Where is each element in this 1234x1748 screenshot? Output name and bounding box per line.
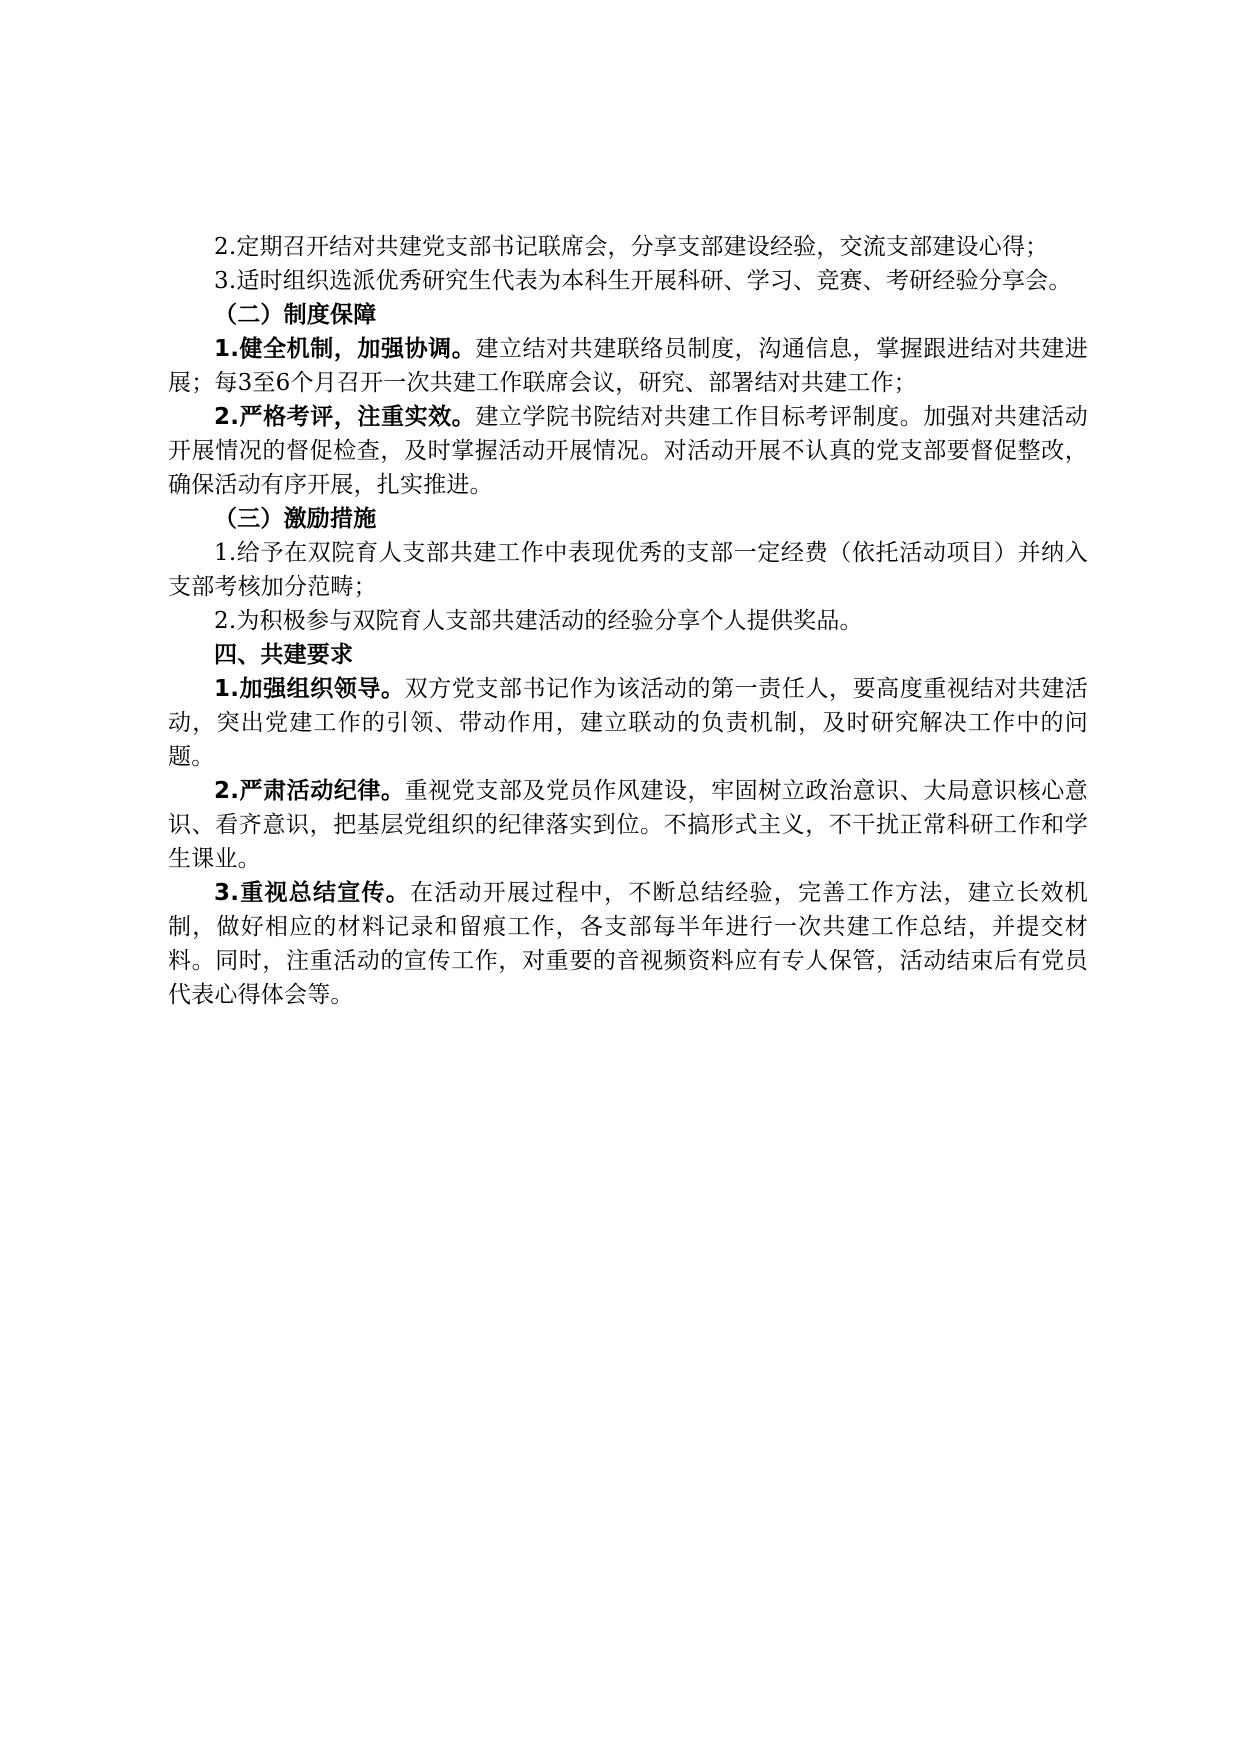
paragraph-funding: 1.给予在双院育人支部共建工作中表现优秀的支部一定经费（依托活动项目）并纳入支部考核加分范畴；	[168, 540, 1088, 600]
document-body	[168, 230, 1088, 1012]
paragraph-prizes: 2.为积极参与双院育人支部共建活动的经验分享个人提供奖品。	[214, 608, 863, 634]
paragraph-lead: 2.严格考评，注重实效。	[214, 404, 476, 430]
paragraph-mechanism	[168, 332, 1088, 400]
paragraph-lead: 2.严肃活动纪律。	[214, 778, 405, 804]
paragraph-lead: 3.重视总结宣传。	[214, 880, 410, 906]
paragraph-lead: 1.健全机制，加强协调。	[214, 336, 476, 362]
section-heading-requirements: 四、共建要求	[214, 642, 354, 668]
section-heading-system: （二）制度保障	[214, 302, 377, 328]
paragraph-lead: 1.加强组织领导。	[214, 676, 405, 702]
paragraph-text: 重视党支部及党员作风建设，牢固树立政治意识、大局意识核心意识、看齐意识，把基层党组织的纪律落实到位。不搞形式主义，不干扰正常科研工作和学生课业。	[168, 778, 1088, 872]
paragraph-text: 在活动开展过程中，不断总结经验，完善工作方法，建立长效机制，做好相应的材料记录和留痕工作，各支部每半年进行一次共建工作总结，并提交材料。同时，注重活动的宣传工作，对重要的音视频资料应有专人保管，活动结束后有党员代表心得体会等。	[168, 880, 1088, 1008]
paragraph-evaluation	[168, 400, 1088, 502]
paragraph-sharing: 3.适时组织选派优秀研究生代表为本科生开展科研、学习、竞赛、考研经验分享会。	[214, 268, 1072, 294]
paragraph-text: 建立结对共建联络员制度，沟通信息，掌握跟进结对共建进展；每3至6个月召开一次共建工作联席会议，研究、部署结对共建工作；	[168, 336, 1088, 396]
paragraph-discipline	[168, 774, 1088, 876]
paragraph-text: 建立学院书院结对共建工作目标考评制度。加强对共建活动开展情况的督促检查，及时掌握活动开展情况。对活动开展不认真的党支部要督促整改，确保活动有序开展，扎实推进。	[168, 404, 1088, 498]
paragraph-leadership	[168, 672, 1088, 774]
paragraph-text: 双方党支部书记作为该活动的第一责任人，要高度重视结对共建活动，突出党建工作的引领、带动作用，建立联动的负责机制，及时研究解决工作中的问题。	[168, 676, 1088, 770]
section-heading-incentive: （三）激励措施	[214, 506, 377, 532]
paragraph-meeting: 2.定期召开结对共建党支部书记联席会，分享支部建设经验，交流支部建设心得；	[214, 234, 1049, 260]
paragraph-summary	[168, 876, 1088, 1012]
